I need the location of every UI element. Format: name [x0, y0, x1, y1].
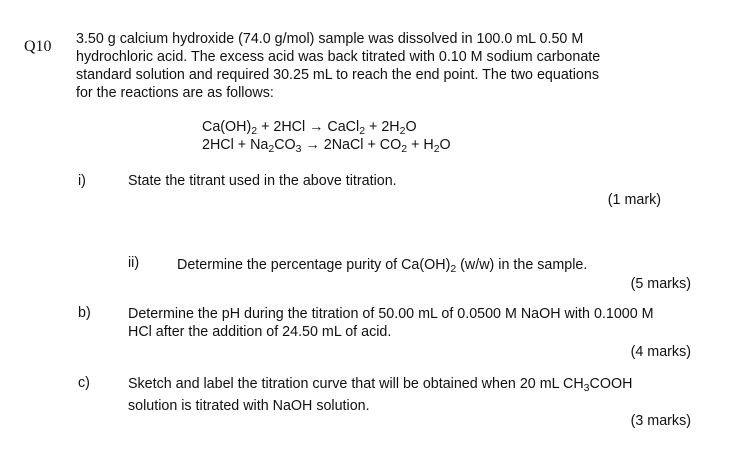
- eq2-subscript: 2: [433, 143, 440, 155]
- intro-line: hydrochloric acid. The excess acid was back titrated with 0.10 M sodium carbonate: [76, 49, 601, 65]
- eq2-reactants: 2HCl + Na: [202, 137, 269, 153]
- part-ii-label: ii): [128, 255, 140, 271]
- part-c-label: c): [78, 375, 90, 391]
- part-b-label: b): [78, 305, 91, 321]
- eq1-reactant-1: Ca(OH): [202, 119, 252, 135]
- eq2-products: 2NaCl + CO: [323, 137, 402, 153]
- equation-2: [202, 136, 451, 158]
- eq1-product-2: + 2H: [365, 119, 400, 135]
- eq1-subscript: 2: [251, 125, 258, 137]
- part-c-line1-main: Sketch and label the titration curve that will be obtained when 20 mL CH: [128, 376, 584, 392]
- eq1-subscript: 2: [359, 125, 366, 137]
- part-c-line: solution is titrated with NaOH solution.: [128, 398, 370, 414]
- part-b-line: HCl after the addition of 24.50 mL of acid.: [128, 324, 392, 340]
- eq1-subscript: 2: [399, 125, 406, 137]
- part-b-text: [128, 305, 654, 341]
- part-ii-text-end: (w/w) in the sample.: [456, 257, 588, 273]
- eq2-subscript: 2: [401, 143, 408, 155]
- eq1-arrow-icon: →: [309, 119, 324, 135]
- intro-line: for the reactions are as follows:: [76, 85, 274, 101]
- part-ii-subscript: 2: [450, 263, 457, 275]
- eq2-product-part: + H: [407, 137, 434, 153]
- question-intro: [76, 30, 676, 102]
- part-c-marks: (3 marks): [630, 413, 691, 429]
- eq1-reactant-2: + 2HCl: [257, 119, 310, 135]
- part-ii-text: [177, 257, 587, 275]
- part-i-label: i): [78, 173, 86, 189]
- part-b-line: Determine the pH during the titration of 50.00 mL of 0.0500 M NaOH with 0.1000 M: [128, 306, 654, 322]
- eq2-arrow-icon: →: [301, 137, 324, 153]
- eq2-subscript: 2: [268, 143, 275, 155]
- part-b-marks: (4 marks): [630, 344, 691, 360]
- eq2-product-end: O: [439, 137, 451, 153]
- eq1-product-1: CaCl: [323, 119, 360, 135]
- eq2-reactant-part: CO: [274, 137, 296, 153]
- part-c-line: [128, 375, 632, 397]
- part-c-text: [128, 375, 632, 415]
- part-i-marks: (1 mark): [607, 192, 661, 208]
- intro-line: 3.50 g calcium hydroxide (74.0 g/mol) sample was dissolved in 100.0 mL 0.50 M: [76, 31, 584, 47]
- question-number: Q10: [24, 38, 52, 55]
- part-c-line1-end: COOH: [589, 376, 633, 392]
- part-c-subscript: 3: [583, 382, 590, 394]
- intro-line: standard solution and required 30.25 mL to reach the end point. The two equations: [76, 67, 599, 83]
- eq2-subscript: 3: [295, 143, 302, 155]
- part-ii-marks: (5 marks): [630, 276, 691, 292]
- part-ii-text-main: Determine the percentage purity of Ca(OH): [177, 257, 451, 273]
- eq1-product-2-end: O: [405, 119, 417, 135]
- part-i-text: State the titrant used in the above titration.: [128, 173, 397, 189]
